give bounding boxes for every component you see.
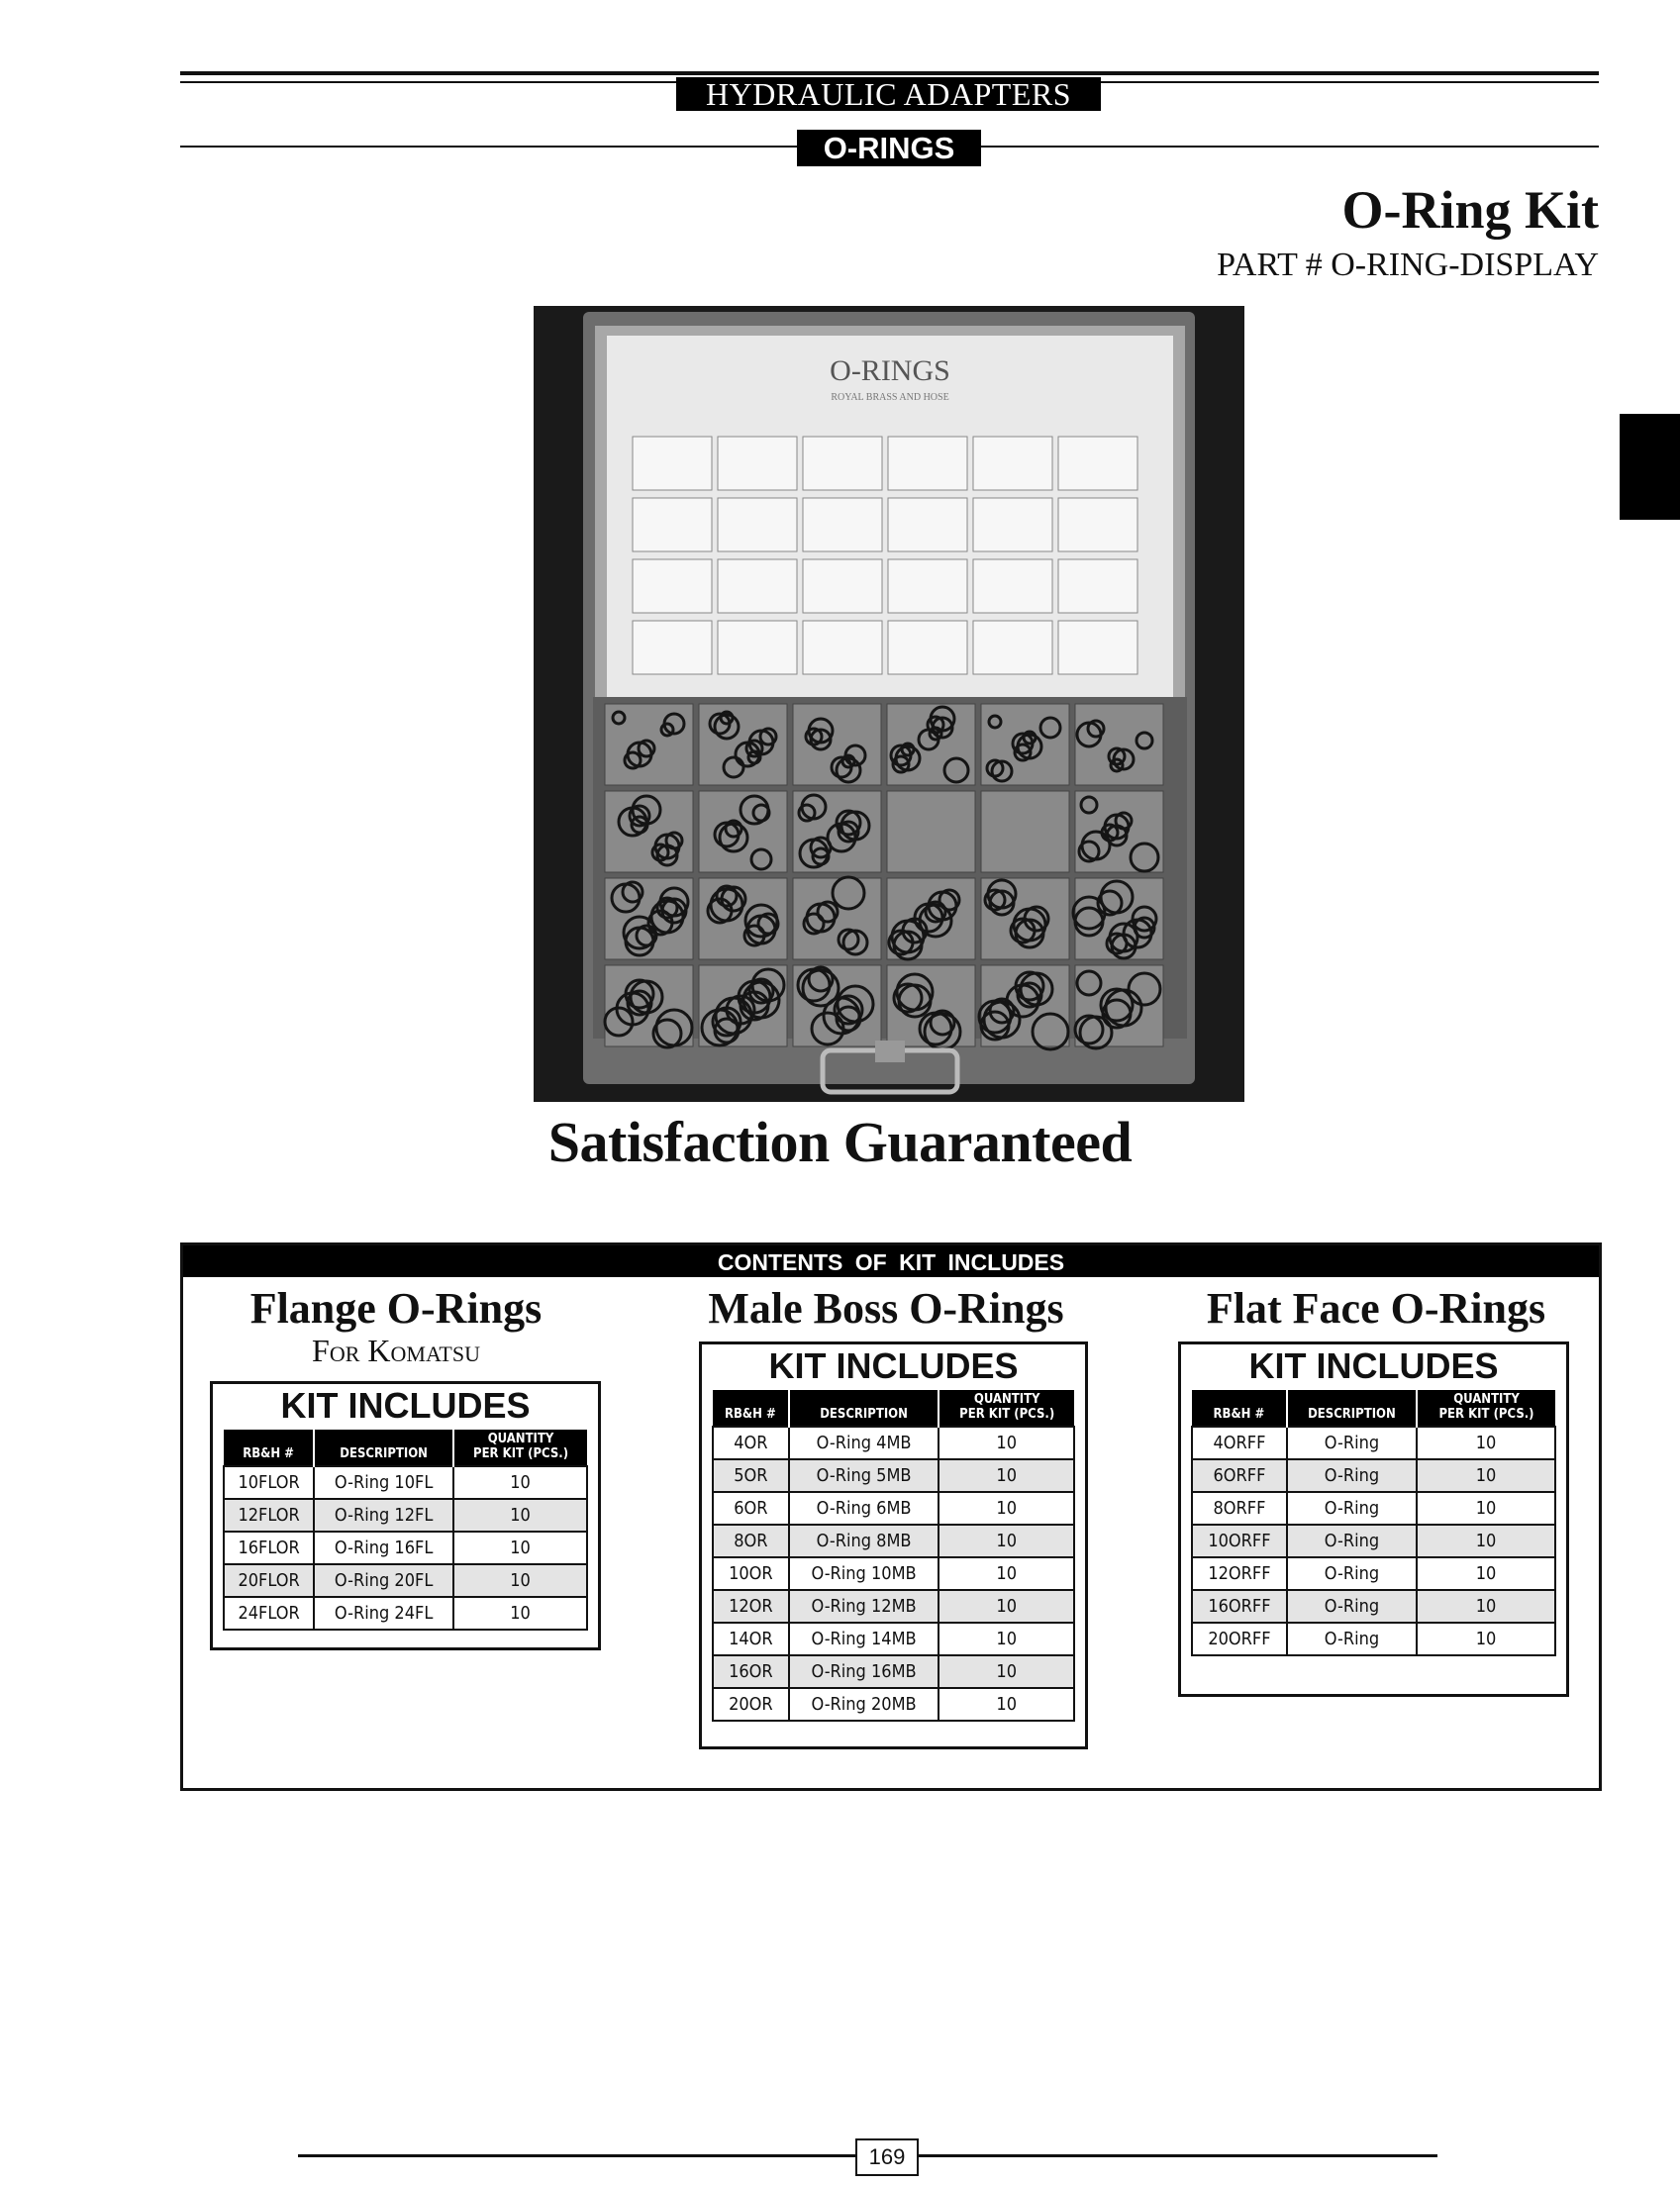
cell-rbh: 6OR bbox=[713, 1492, 789, 1525]
cell-quantity: 10 bbox=[939, 1655, 1074, 1688]
cell-rbh: 10ORFF bbox=[1192, 1525, 1287, 1557]
male-boss-table bbox=[712, 1390, 1075, 1722]
table-row bbox=[713, 1525, 1074, 1557]
cell-rbh: 20ORFF bbox=[1192, 1623, 1287, 1655]
table-row bbox=[713, 1427, 1074, 1459]
kit-includes-title: KIT INCLUDES bbox=[768, 1345, 1019, 1386]
cell-description: O-Ring 20FL bbox=[314, 1564, 453, 1597]
cell-description: O-Ring 24FL bbox=[314, 1597, 453, 1630]
cell-quantity: 10 bbox=[1417, 1623, 1555, 1655]
cell-rbh: 8ORFF bbox=[1192, 1492, 1287, 1525]
cell-rbh: 24FLOR bbox=[224, 1597, 314, 1630]
cell-quantity: 10 bbox=[939, 1557, 1074, 1590]
product-photo bbox=[534, 306, 1244, 1102]
col-description: DESCRIPTION bbox=[314, 1430, 453, 1466]
kit-includes-title: KIT INCLUDES bbox=[1248, 1345, 1499, 1386]
kit-contents-panel bbox=[180, 1242, 1602, 1791]
cell-quantity: 10 bbox=[1417, 1590, 1555, 1623]
section-banner: HYDRAULIC ADAPTERS bbox=[676, 77, 1101, 111]
cell-rbh: 16FLOR bbox=[224, 1532, 314, 1564]
qty-line1: QUANTITY bbox=[487, 1432, 554, 1446]
table-row bbox=[224, 1564, 587, 1597]
cell-quantity: 10 bbox=[939, 1688, 1074, 1721]
cell-quantity: 10 bbox=[1417, 1427, 1555, 1459]
col-quantity bbox=[453, 1430, 587, 1466]
cell-description: O-Ring 4MB bbox=[789, 1427, 939, 1459]
cell-description: O-Ring 12FL bbox=[314, 1499, 453, 1532]
tagline: Satisfaction Guaranteed bbox=[547, 1110, 1133, 1174]
cell-rbh: 16ORFF bbox=[1192, 1590, 1287, 1623]
table-row bbox=[713, 1623, 1074, 1655]
col-description: DESCRIPTION bbox=[1287, 1390, 1417, 1427]
cell-quantity: 10 bbox=[939, 1590, 1074, 1623]
table-row bbox=[713, 1655, 1074, 1688]
flange-table bbox=[223, 1430, 588, 1631]
cell-quantity: 10 bbox=[453, 1532, 587, 1564]
table-header-row bbox=[1192, 1390, 1555, 1427]
cell-quantity: 10 bbox=[1417, 1557, 1555, 1590]
cell-quantity: 10 bbox=[453, 1499, 587, 1532]
cell-description: O-Ring bbox=[1287, 1427, 1417, 1459]
col-rbh: RB&H # bbox=[224, 1430, 314, 1466]
cell-description: O-Ring bbox=[1287, 1557, 1417, 1590]
cell-description: O-Ring 16FL bbox=[314, 1532, 453, 1564]
cell-description: O-Ring bbox=[1287, 1525, 1417, 1557]
male-boss-kit-box bbox=[699, 1341, 1088, 1749]
cell-description: O-Ring 14MB bbox=[789, 1623, 939, 1655]
contents-heading: CONTENTS OF KIT INCLUDES bbox=[183, 1245, 1599, 1277]
cell-quantity: 10 bbox=[939, 1623, 1074, 1655]
table-row bbox=[1192, 1623, 1555, 1655]
flat-face-table bbox=[1191, 1390, 1556, 1656]
table-row bbox=[1192, 1427, 1555, 1459]
cell-description: O-Ring 6MB bbox=[789, 1492, 939, 1525]
cell-rbh: 16OR bbox=[713, 1655, 789, 1688]
cell-description: O-Ring 16MB bbox=[789, 1655, 939, 1688]
qty-line2: PER KIT (PCS.) bbox=[473, 1446, 569, 1461]
cell-description: O-Ring 8MB bbox=[789, 1525, 939, 1557]
cell-rbh: 8OR bbox=[713, 1525, 789, 1557]
table-row bbox=[1192, 1557, 1555, 1590]
cell-description: O-Ring 12MB bbox=[789, 1590, 939, 1623]
cell-rbh: 6ORFF bbox=[1192, 1459, 1287, 1492]
lid-title: O-RINGS bbox=[830, 354, 950, 387]
kit-includes-title: KIT INCLUDES bbox=[280, 1385, 531, 1426]
cell-rbh: 12FLOR bbox=[224, 1499, 314, 1532]
table-row bbox=[224, 1532, 587, 1564]
table-row bbox=[1192, 1525, 1555, 1557]
cell-description: O-Ring 10FL bbox=[314, 1466, 453, 1499]
male-boss-title: Male Boss O-Rings bbox=[708, 1284, 1064, 1333]
part-number: PART # O-RING-DISPLAY bbox=[1217, 247, 1599, 283]
col-quantity bbox=[1417, 1390, 1555, 1427]
cell-quantity: 10 bbox=[1417, 1525, 1555, 1557]
lid-subtitle: ROYAL BRASS AND HOSE bbox=[831, 392, 949, 403]
table-row bbox=[224, 1597, 587, 1630]
flange-title: Flange O-Rings bbox=[249, 1284, 543, 1333]
col-description: DESCRIPTION bbox=[789, 1390, 939, 1427]
cell-quantity: 10 bbox=[1417, 1492, 1555, 1525]
cell-description: O-Ring bbox=[1287, 1459, 1417, 1492]
table-row bbox=[713, 1557, 1074, 1590]
cell-quantity: 10 bbox=[939, 1459, 1074, 1492]
cell-rbh: 20OR bbox=[713, 1688, 789, 1721]
page-title: O-Ring Kit bbox=[1341, 180, 1599, 240]
table-row bbox=[224, 1499, 587, 1532]
col-rbh: RB&H # bbox=[713, 1390, 789, 1427]
table-row bbox=[1192, 1459, 1555, 1492]
cell-quantity: 10 bbox=[453, 1564, 587, 1597]
header-rule-top-thick bbox=[180, 71, 1599, 75]
cell-quantity: 10 bbox=[939, 1492, 1074, 1525]
cell-description: O-Ring bbox=[1287, 1623, 1417, 1655]
cell-description: O-Ring 20MB bbox=[789, 1688, 939, 1721]
page-number: 169 bbox=[855, 2138, 919, 2176]
table-row bbox=[224, 1466, 587, 1499]
flange-subtitle: For Komatsu bbox=[312, 1333, 480, 1368]
section-thumb-tab bbox=[1620, 414, 1680, 520]
cell-description: O-Ring 10MB bbox=[789, 1557, 939, 1590]
cell-rbh: 10OR bbox=[713, 1557, 789, 1590]
col-rbh: RB&H # bbox=[1192, 1390, 1287, 1427]
cell-quantity: 10 bbox=[939, 1427, 1074, 1459]
cell-rbh: 4OR bbox=[713, 1427, 789, 1459]
qty-line2: PER KIT (PCS.) bbox=[1438, 1407, 1534, 1422]
cell-rbh: 5OR bbox=[713, 1459, 789, 1492]
table-row bbox=[713, 1688, 1074, 1721]
flat-face-kit-box bbox=[1178, 1341, 1569, 1697]
cell-quantity: 10 bbox=[939, 1525, 1074, 1557]
table-row bbox=[713, 1492, 1074, 1525]
subsection-banner: O-RINGS bbox=[797, 130, 981, 166]
col-quantity bbox=[939, 1390, 1074, 1427]
cell-rbh: 4ORFF bbox=[1192, 1427, 1287, 1459]
table-header-row bbox=[224, 1430, 587, 1466]
flange-kit-box bbox=[210, 1381, 601, 1650]
cell-quantity: 10 bbox=[453, 1597, 587, 1630]
table-row bbox=[713, 1459, 1074, 1492]
cell-description: O-Ring 5MB bbox=[789, 1459, 939, 1492]
cell-quantity: 10 bbox=[453, 1466, 587, 1499]
cell-rbh: 10FLOR bbox=[224, 1466, 314, 1499]
cell-rbh: 20FLOR bbox=[224, 1564, 314, 1597]
cell-rbh: 14OR bbox=[713, 1623, 789, 1655]
qty-line1: QUANTITY bbox=[1453, 1392, 1520, 1407]
cell-rbh: 12ORFF bbox=[1192, 1557, 1287, 1590]
cell-rbh: 12OR bbox=[713, 1590, 789, 1623]
qty-line1: QUANTITY bbox=[973, 1392, 1040, 1407]
qty-line2: PER KIT (PCS.) bbox=[959, 1407, 1055, 1422]
table-row bbox=[1192, 1590, 1555, 1623]
table-header-row bbox=[713, 1390, 1074, 1427]
flat-face-title: Flat Face O-Rings bbox=[1206, 1284, 1546, 1333]
cell-description: O-Ring bbox=[1287, 1492, 1417, 1525]
cell-description: O-Ring bbox=[1287, 1590, 1417, 1623]
table-row bbox=[1192, 1492, 1555, 1525]
table-row bbox=[713, 1590, 1074, 1623]
cell-quantity: 10 bbox=[1417, 1459, 1555, 1492]
